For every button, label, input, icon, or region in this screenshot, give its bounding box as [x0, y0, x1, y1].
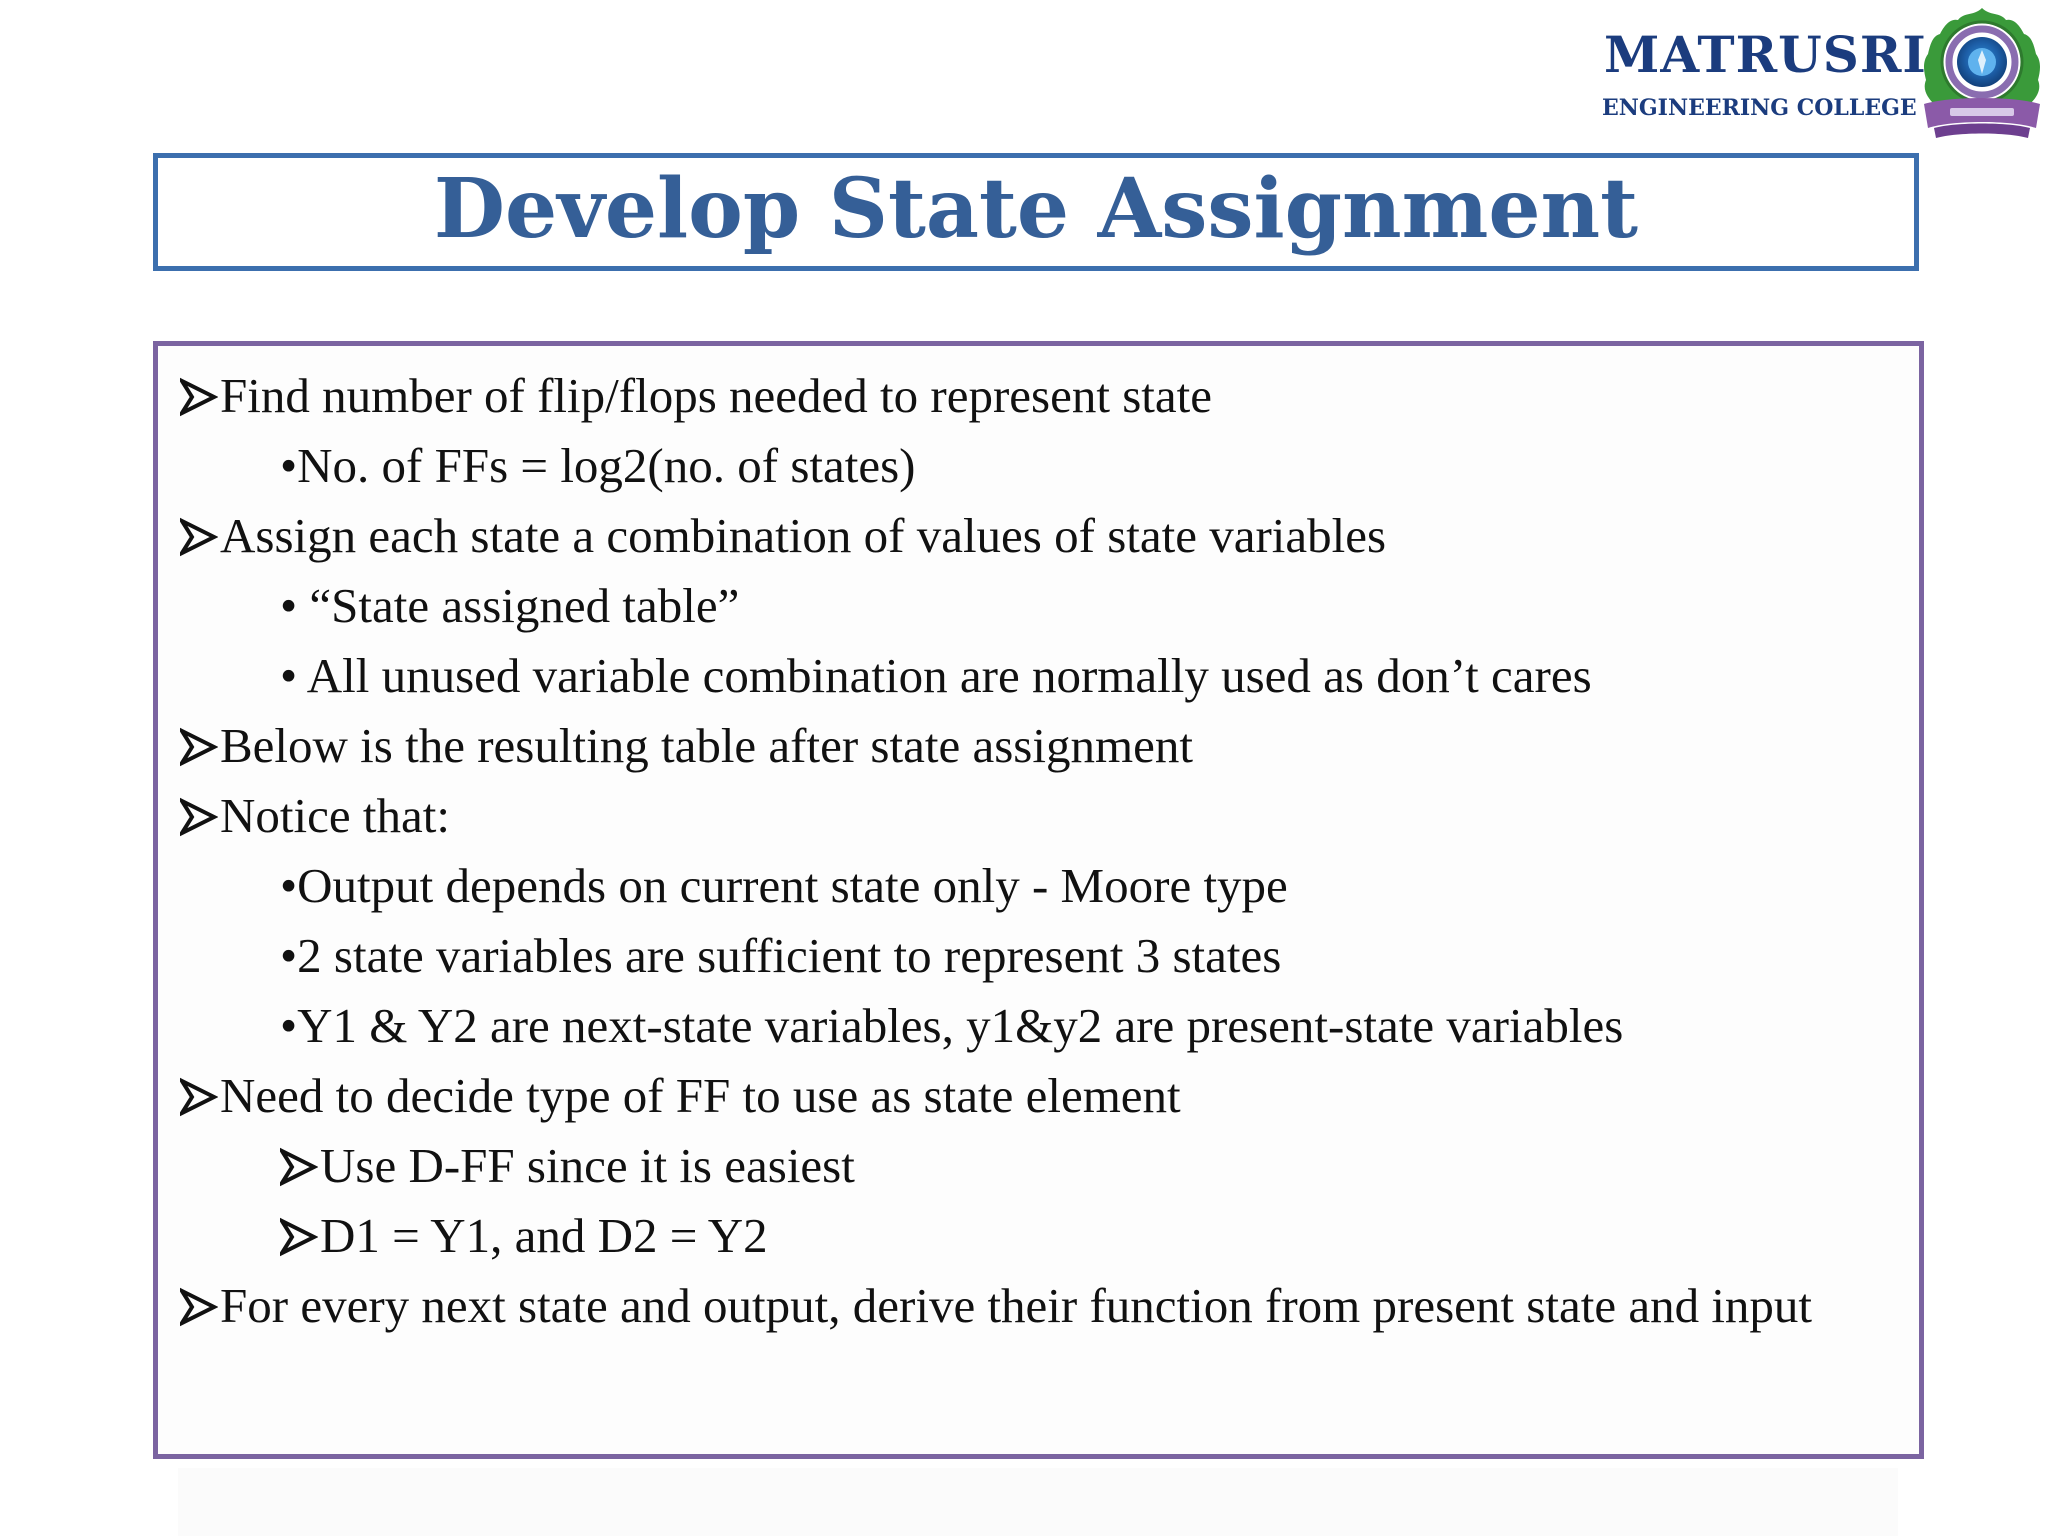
list-item-text: •Y1 & Y2 are next-state variables, y1&y2 are present-state variables — [280, 998, 1624, 1053]
college-seal-icon — [1920, 4, 2044, 144]
logo-subtitle: ENGINEERING COLLEGE — [1602, 95, 1917, 121]
list-item-text: Assign each state a combination of values of state variables — [220, 508, 1387, 563]
list-item — [180, 781, 1899, 851]
sub-list-item — [180, 431, 1899, 501]
sub-list-item — [180, 991, 1899, 1061]
bottom-shade — [178, 1468, 1898, 1536]
sub-list-item — [180, 921, 1899, 991]
list-item-text: D1 = Y1, and D2 = Y2 — [320, 1208, 768, 1263]
list-item-text: Notice that: — [220, 788, 450, 843]
arrow-bullet-icon — [280, 1147, 318, 1187]
sub-list-item — [180, 641, 1899, 711]
content-box — [153, 341, 1924, 1459]
arrow-bullet-icon — [280, 1217, 318, 1257]
arrow-bullet-icon — [180, 1287, 218, 1327]
list-item-text: •No. of FFs = log2(no. of states) — [280, 438, 916, 493]
list-item-text: For every next state and output, derive their function from present state and input — [220, 1278, 1813, 1333]
college-logo — [1598, 4, 2044, 144]
page-title: Develop State Assignment — [433, 161, 1639, 257]
bullet-list — [180, 361, 1899, 1341]
list-item — [180, 361, 1899, 431]
logo-name: MATRUSRI — [1604, 25, 1927, 84]
arrow-bullet-icon — [180, 377, 218, 417]
title-box — [153, 153, 1919, 271]
arrow-bullet-icon — [180, 727, 218, 767]
list-item-text: Need to decide type of FF to use as state element — [220, 1068, 1181, 1123]
list-item — [180, 1061, 1899, 1131]
list-item-text: • All unused variable combination are normally used as don’t cares — [280, 648, 1592, 703]
sub-list-item — [180, 1131, 1899, 1201]
list-item-text: •Output depends on current state only - Moore type — [280, 858, 1288, 913]
list-item — [180, 501, 1899, 571]
sub-list-item — [180, 571, 1899, 641]
list-item-text: •2 state variables are sufficient to represent 3 states — [280, 928, 1282, 983]
arrow-bullet-icon — [180, 517, 218, 557]
list-item — [180, 711, 1899, 781]
sub-list-item — [180, 851, 1899, 921]
list-item-text: Find number of flip/flops needed to represent state — [220, 368, 1212, 423]
list-item-text: • “State assigned table” — [280, 578, 740, 633]
list-item — [180, 1271, 1899, 1341]
arrow-bullet-icon — [180, 1077, 218, 1117]
list-item-text: Below is the resulting table after state assignment — [220, 718, 1193, 773]
list-item-text: Use D-FF since it is easiest — [320, 1138, 855, 1193]
sub-list-item — [180, 1201, 1899, 1271]
arrow-bullet-icon — [180, 797, 218, 837]
